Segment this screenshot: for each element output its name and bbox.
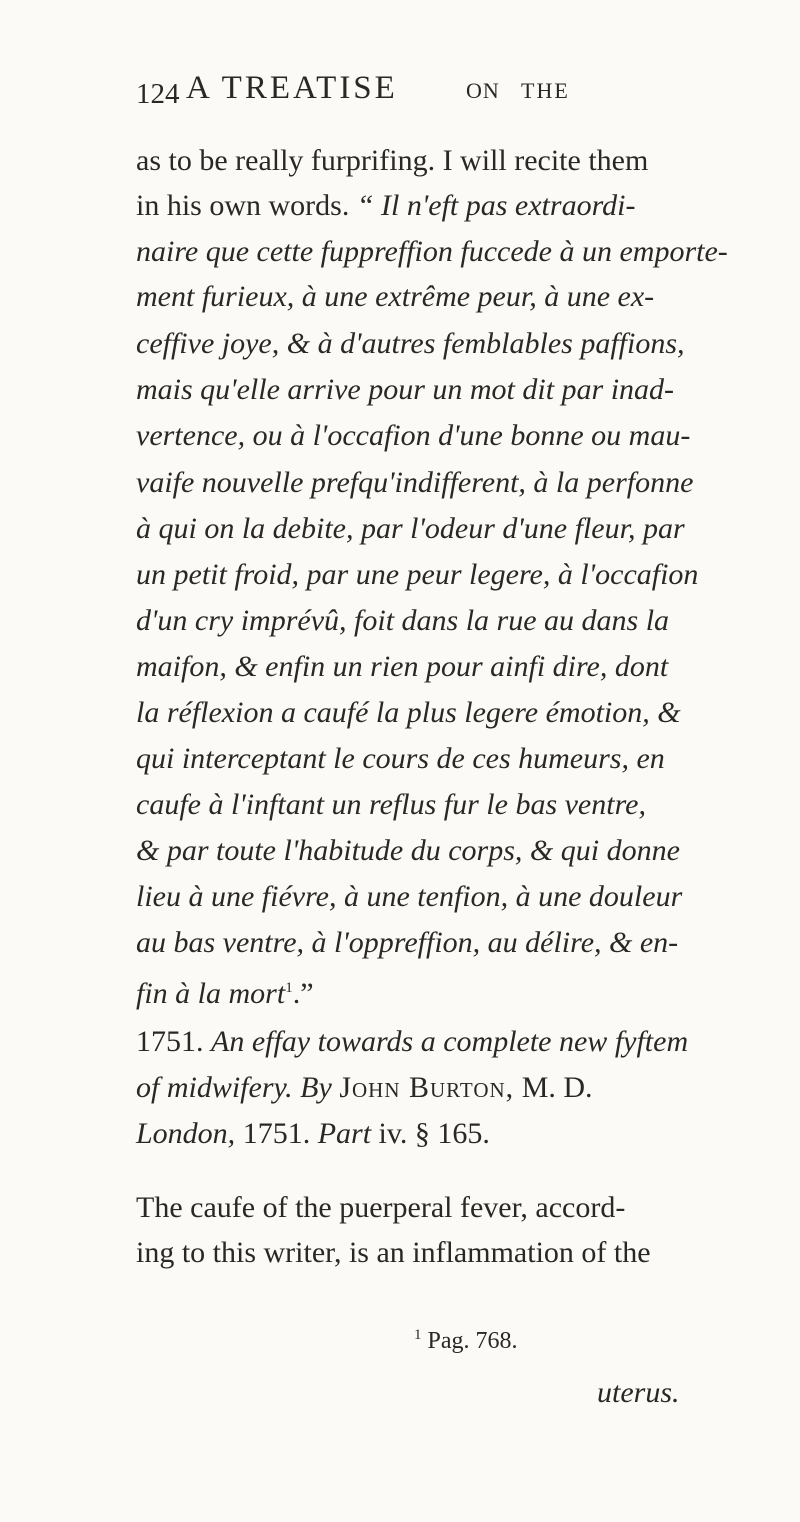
text-line: qui interceptant le cours de ces humeurs, en xyxy=(136,742,665,775)
citation-title: An effay towards a complete new fyftem xyxy=(211,1025,689,1058)
text-line: un petit froid, par une peur legere, à l'occafion xyxy=(136,558,699,591)
text-line: au bas ventre, à l'oppreffion, au délire, & en- xyxy=(136,926,679,959)
text-line: vertence, ou à l'occafion d'une bonne ou mau- xyxy=(136,419,691,452)
text-line: in his own words. “ Il n'eft pas extraordi- xyxy=(136,189,636,222)
text-line: d'un cry imprévû, foit dans la rue au dans la xyxy=(136,604,670,637)
text-line: mais qu'elle arrive pour un mot dit par inad- xyxy=(136,373,675,406)
citation-line: of midwifery. By John Burton, M. D. xyxy=(136,1071,593,1104)
citation-line xyxy=(136,1022,688,1062)
header-on: ON xyxy=(466,78,500,103)
text-line: ceffive joye, & à d'autres femblables paffions, xyxy=(136,327,685,360)
text-line: vaife nouvelle prefqu'indifferent, à la perfonne xyxy=(136,466,694,499)
text-line: as to be really furprifing. I will recite them xyxy=(136,144,649,177)
text-line: la réflexion a caufé la plus legere émotion, & xyxy=(136,696,681,729)
footnote: $^1$ Pag. 768. xyxy=(414,1327,518,1354)
footnote-marker: 1 xyxy=(285,980,293,996)
text-line: naire que cette fuppreffion fuccede à un emporte- xyxy=(136,235,728,268)
text-line: ment furieux, à une extrême peur, à une ex- xyxy=(136,280,655,313)
text-line: & par toute l'habitude du corps, & qui donne xyxy=(136,834,680,867)
text-line: lieu à une fiévre, à une tenfion, à une douleur xyxy=(136,880,683,913)
citation-line: London, 1751. Part iv. § 165. xyxy=(136,1117,490,1150)
citation-year: 1751. xyxy=(136,1025,204,1058)
text-line: The caufe of the puerperal fever, accord- xyxy=(136,1191,626,1224)
citation-author: John Burton, xyxy=(339,1071,515,1104)
text-line: à qui on la debite, par l'odeur d'une fleur, par xyxy=(136,512,685,545)
text-line: ing to this writer, is an inflammation of the xyxy=(136,1236,651,1269)
text-line: fin à la mort$^1$.” xyxy=(136,977,314,1010)
text-line: caufe à l'inftant un reflus fur le bas ventre, xyxy=(136,788,646,821)
header-the: THE xyxy=(521,78,570,103)
running-header xyxy=(136,70,696,120)
page-number: 124 xyxy=(136,78,180,110)
header-title: A TREATISE xyxy=(186,70,398,106)
text-line: maifon, & enfin un rien pour ainfi dire, dont xyxy=(136,650,669,683)
catchword: uterus. xyxy=(597,1376,680,1409)
